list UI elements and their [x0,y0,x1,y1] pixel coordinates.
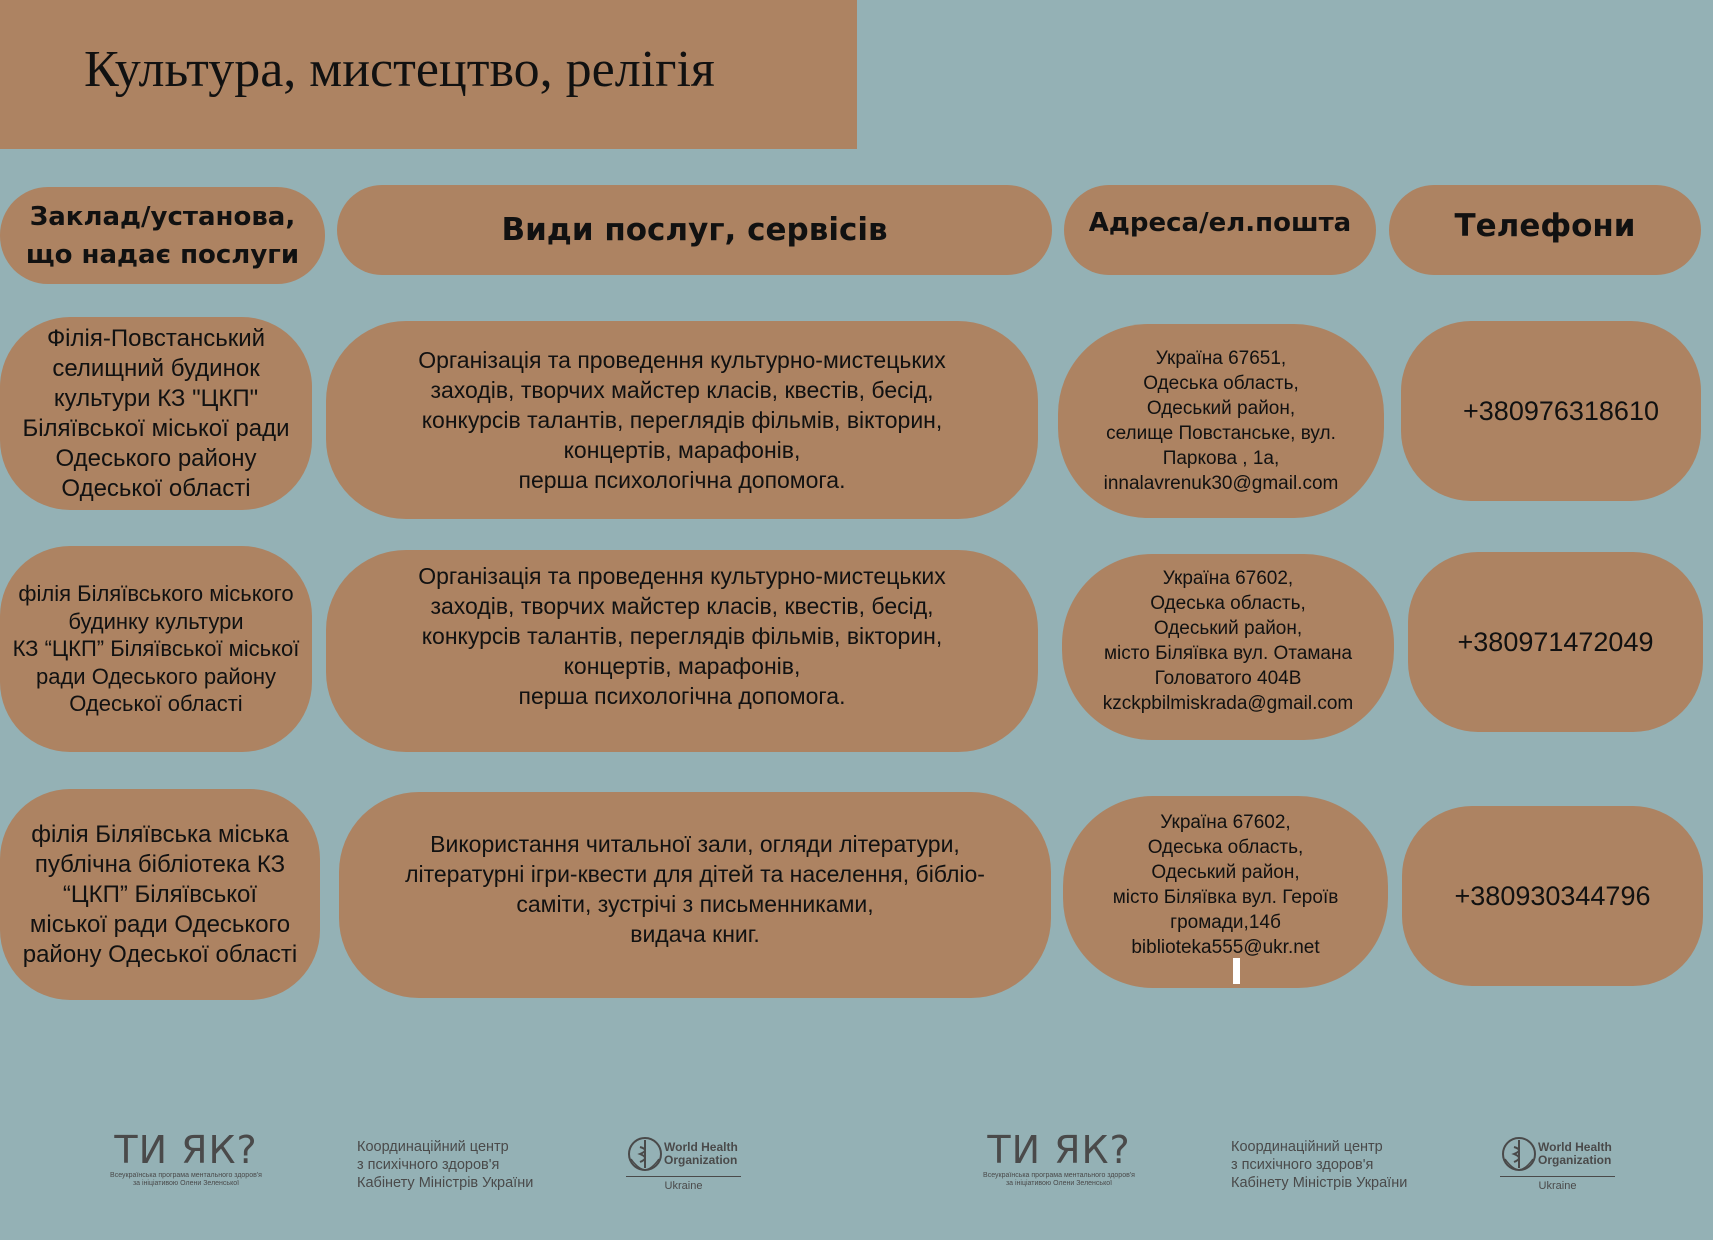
coord-center-logo-left: Координаційний центр з психічного здоров'я Кабінету Міністрів України [357,1139,534,1191]
who-name: World Health Organization [664,1140,738,1167]
tiyak-logo-sub2: за ініціативою Олени Зеленської [132,1180,240,1187]
coord-center-logo-right: Координаційний центр з психічного здоров'я Кабінету Міністрів України [1231,1139,1408,1191]
row3-institution: філія Біляївська міська публічна бібліотека КЗ “ЦКП” Біляївської міської ради Одеського району Одеської області [0,789,320,1000]
who-divider [1500,1176,1615,1177]
row1-address: Україна 67651, Одеська область, Одеський район, селище Повстанське, вул. Паркова , 1а, innalavrenuk30@gmail.com [1058,324,1384,518]
row2-services: Організація та проведення культурно-мистецьких заходів, творчих майстер класів, квестів, бесід, конкурсів талантів, переглядів фільмів, вікторин, концертів, марафонів, перша психологічна допомога. [326,550,1038,752]
who-divider [626,1176,741,1177]
page-title: Культура, мистецтво, релігія [84,41,715,98]
row2-institution: філія Біляївського міського будинку культури КЗ “ЦКП” Біляївської міської ради Одеського району Одеської області [0,546,312,752]
tiyak-logo-right [969,1128,1149,1198]
row1-phone: +380976318610 [1401,321,1701,501]
header-phones-label: Телефони [1454,208,1636,244]
tiyak-logo-left [96,1128,276,1198]
who-country: Ukraine [1538,1180,1577,1192]
row3-phone: +380930344796 [1402,806,1703,986]
tiyak-logo-sub1: Всеукраїнська програма ментального здоров'я [983,1172,1135,1179]
tiyak-logo-sub2: за ініціативою Олени Зеленської [1005,1180,1113,1187]
who-country: Ukraine [664,1180,703,1192]
header-institution-line2: що надає послуги [25,239,300,270]
row1-institution: Філія-Повстанський селищний будинок культури КЗ "ЦКП" Біляївської міської ради Одеського району Одеської області [0,317,312,510]
row3-address: Україна 67602, Одеська область, Одеський район, місто Біляївка вул. Героїв громади,14б biblioteka555@ukr.net [1063,796,1388,988]
row2-phone: +380971472049 [1408,552,1703,732]
header-phones [1389,185,1701,275]
header-services-label: Види послуг, сервісів [501,212,888,248]
header-address [1064,185,1376,275]
header-institution-line1: Заклад/установа, [29,201,296,232]
who-logo-right [1500,1135,1640,1205]
who-logo-left [626,1135,766,1205]
who-emblem-icon [626,1135,664,1173]
header-address-label: Адреса/ел.пошта [1088,208,1352,238]
row2-address: Україна 67602, Одеська область, Одеський район, місто Біляївка вул. Отамана Головатого 404В kzckpbilmiskrada@gmail.com [1062,554,1394,740]
who-emblem-icon [1500,1135,1538,1173]
header-institution [0,187,325,284]
tiyak-logo-mark: ТИ ЯК? [114,1128,258,1172]
row1-services: Організація та проведення культурно-мистецьких заходів, творчих майстер класів, квестів, бесід, конкурсів талантів, переглядів фільмів, вікторин, концертів, марафонів, перша психологічна допомога. [326,321,1038,519]
text-cursor [1233,958,1240,984]
row3-services: Використання читальної зали, огляди літератури, літературні ігри-квести для дітей та населення, бібліо- саміти, зустрічі з письменниками, видача книг. [339,792,1051,998]
header-services [337,185,1052,275]
tiyak-logo-sub1: Всеукраїнська програма ментального здоров'я [110,1172,262,1179]
tiyak-logo-mark: ТИ ЯК? [987,1128,1131,1172]
who-name: World Health Organization [1538,1140,1612,1167]
